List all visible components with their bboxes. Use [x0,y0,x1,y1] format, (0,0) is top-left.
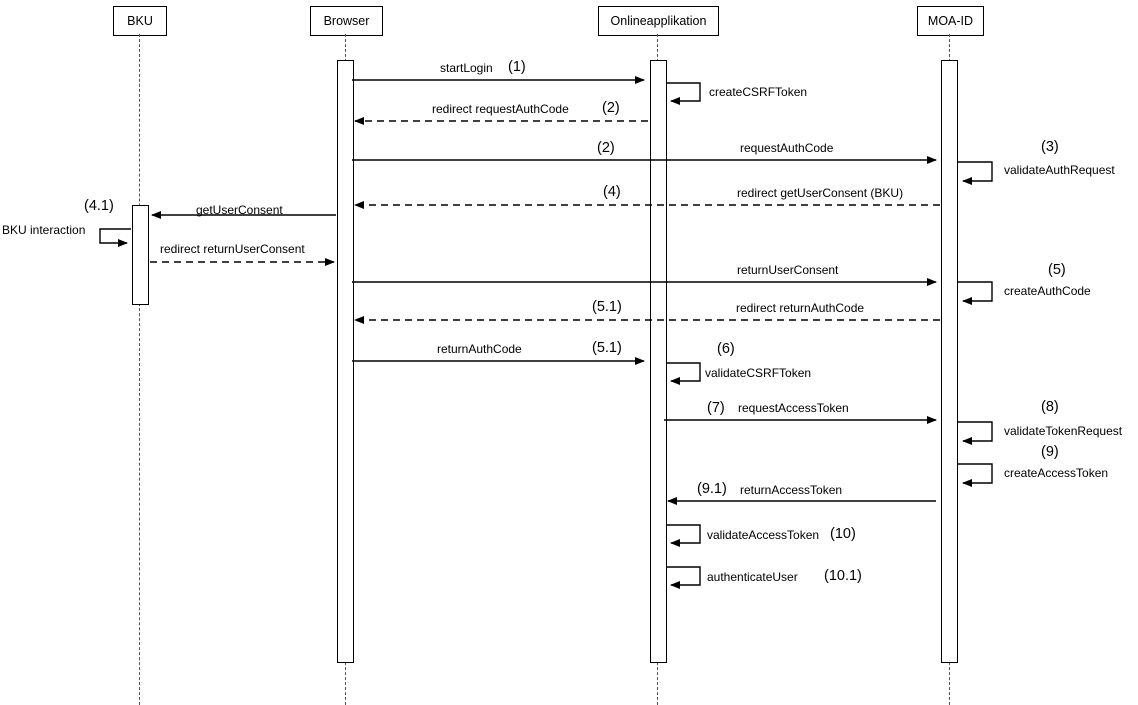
message-label-requestaccesstoken: requestAccessToken [738,401,849,415]
activation-bar-onlineapplikation [650,60,667,663]
message-label-validateauthrequest: validateAuthRequest [1004,163,1115,177]
message-label-bku-interaction: BKU interaction [2,223,86,237]
lifeline-label-bku: BKU [127,14,153,28]
message-number-51b: (5.1) [592,340,622,356]
message-number-91: (9.1) [697,481,727,497]
message-label-startlogin: startLogin [440,61,493,75]
message-label-validatecsrftoken: validateCSRFToken [705,366,812,380]
message-label-createaccesstoken: createAccessToken [1004,466,1109,480]
lifeline-box-moaid[interactable] [917,6,984,36]
message-number-3: (3) [1041,139,1059,155]
message-number-10: (10) [830,526,856,542]
activation-bar-moaid [941,60,958,663]
message-number-5: (5) [1048,262,1066,278]
message-number-9: (9) [1041,444,1059,460]
lifeline-box-onlineapplikation[interactable] [598,6,719,36]
lifeline-box-browser[interactable] [310,6,383,36]
message-label-validatetokenrequest: validateTokenRequest [1004,424,1123,438]
lifeline-dash-bku [139,34,140,705]
message-number-41: (4.1) [84,198,114,214]
message-number-2b: (2) [597,140,615,156]
activation-bar-browser [337,60,354,663]
message-label-redirect-requestauthcode: redirect requestAuthCode [432,102,569,116]
message-label-createauthcode: createAuthCode [1004,284,1091,298]
message-number-1: (1) [508,59,526,75]
lifeline-box-bku[interactable] [113,6,167,36]
message-label-returnaccesstoken: returnAccessToken [740,483,843,497]
message-label-returnuserconsent: returnUserConsent [737,263,839,277]
message-number-101: (10.1) [824,568,862,584]
message-label-redirect-returnuserconsent: redirect returnUserConsent [160,242,305,256]
message-label-getuserconsent: getUserConsent [196,203,283,217]
message-label-redirect-getuserconsent: redirect getUserConsent (BKU) [737,186,904,200]
lifeline-label-onlineapplikation: Onlineapplikation [610,14,707,28]
message-number-4: (4) [603,184,621,200]
message-label-authenticateuser: authenticateUser [707,570,798,584]
message-number-8: (8) [1041,399,1059,415]
activation-bar-bku [132,205,149,305]
message-label-requestauthcode: requestAuthCode [740,141,834,155]
message-number-51a: (5.1) [592,299,622,315]
message-number-2a: (2) [602,100,620,116]
message-label-createcsrftoken: createCSRFToken [709,85,808,99]
lifeline-label-moaid: MOA-ID [927,14,974,28]
message-label-validateaccesstoken: validateAccessToken [707,528,820,542]
lifeline-label-browser: Browser [323,14,370,28]
message-number-7: (7) [707,400,725,416]
message-label-redirect-returnauthcode: redirect returnAuthCode [736,301,865,315]
message-number-6: (6) [717,341,735,357]
message-label-returnauthcode: returnAuthCode [437,342,522,356]
